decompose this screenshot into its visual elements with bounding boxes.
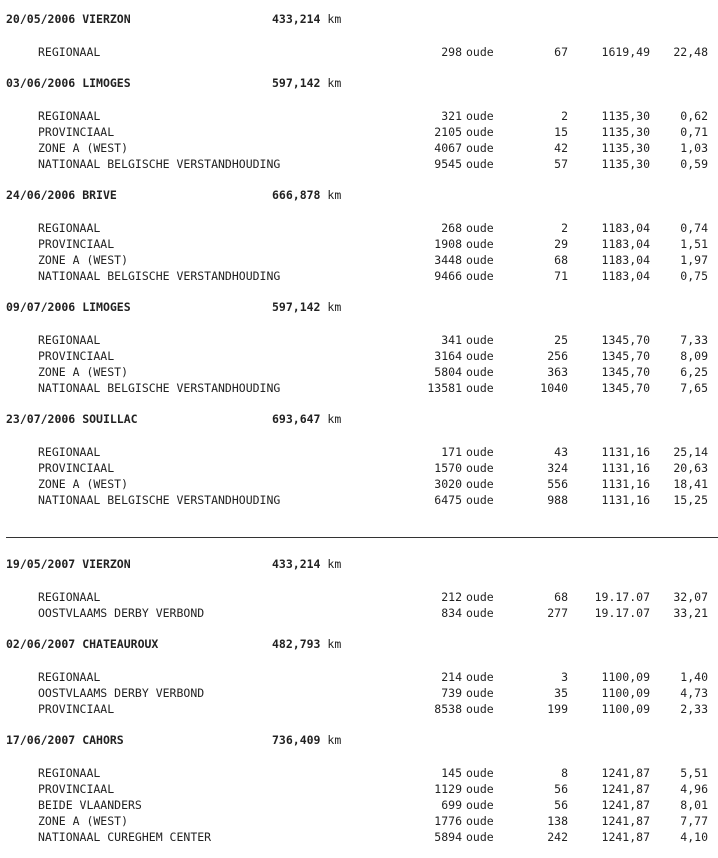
race-date: 03/06/2006 — [6, 76, 76, 90]
prize-count: 2 — [561, 221, 568, 235]
result-row — [0, 237, 718, 253]
category-name: ZONE A (WEST) — [38, 253, 129, 267]
pigeon-type: oude — [466, 445, 494, 459]
result-row — [0, 349, 718, 365]
pigeon-type: oude — [466, 125, 494, 139]
speed-value: 1619,49 — [601, 45, 650, 59]
category-name: PROVINCIAAL — [38, 125, 115, 139]
prize-count: 8 — [561, 766, 568, 780]
race-distance-group — [272, 412, 341, 426]
participant-count: 13581 — [427, 381, 462, 395]
pigeon-type: oude — [466, 686, 494, 700]
result-row — [0, 269, 718, 285]
race-distance: 433,214 — [272, 557, 321, 571]
participant-count: 3164 — [434, 349, 462, 363]
percentage-value: 4,73 — [680, 686, 708, 700]
race-distance-unit: km — [327, 12, 342, 26]
race-place: LIMOGES — [82, 76, 131, 90]
result-row — [0, 109, 718, 125]
category-name: REGIONAAL — [38, 670, 101, 684]
race-distance-unit: km — [327, 188, 342, 202]
speed-value: 19.17.07 — [594, 590, 650, 604]
race-place: SOUILLAC — [82, 412, 138, 426]
race-header — [0, 76, 718, 92]
pigeon-type: oude — [466, 606, 494, 620]
race-date: 19/05/2007 — [6, 557, 76, 571]
participant-count: 214 — [441, 670, 462, 684]
percentage-value: 33,21 — [673, 606, 708, 620]
race-place: LIMOGES — [82, 300, 131, 314]
participant-count: 2105 — [434, 125, 462, 139]
participant-count: 739 — [441, 686, 462, 700]
participant-count: 1570 — [434, 461, 462, 475]
result-row — [0, 477, 718, 493]
pigeon-type: oude — [466, 141, 494, 155]
speed-value: 1345,70 — [601, 365, 650, 379]
pigeon-type: oude — [466, 333, 494, 347]
percentage-value: 1,51 — [680, 237, 708, 251]
prize-count: 25 — [554, 333, 568, 347]
category-name: ZONE A (WEST) — [38, 365, 129, 379]
category-name: NATIONAAL BELGISCHE VERSTANDHOUDING — [38, 157, 281, 171]
category-name: REGIONAAL — [38, 45, 101, 59]
category-name: REGIONAAL — [38, 109, 101, 123]
race-distance: 736,409 — [272, 733, 321, 747]
speed-value: 1131,16 — [601, 445, 650, 459]
category-name: NATIONAAL BELGISCHE VERSTANDHOUDING — [38, 493, 281, 507]
participant-count: 1908 — [434, 237, 462, 251]
pigeon-type: oude — [466, 109, 494, 123]
percentage-value: 0,71 — [680, 125, 708, 139]
result-row — [0, 814, 718, 830]
percentage-value: 4,96 — [680, 782, 708, 796]
prize-count: 68 — [554, 590, 568, 604]
race-header — [0, 557, 718, 573]
percentage-value: 2,33 — [680, 702, 708, 716]
participant-count: 3448 — [434, 253, 462, 267]
speed-value: 1135,30 — [601, 157, 650, 171]
percentage-value: 6,25 — [680, 365, 708, 379]
percentage-value: 0,62 — [680, 109, 708, 123]
result-row — [0, 445, 718, 461]
result-row — [0, 798, 718, 814]
result-row — [0, 45, 718, 61]
participant-count: 834 — [441, 606, 462, 620]
speed-value: 19.17.07 — [594, 606, 650, 620]
race-place: BRIVE — [82, 188, 117, 202]
speed-value: 1241,87 — [601, 766, 650, 780]
category-name: ZONE A (WEST) — [38, 814, 129, 828]
pigeon-type: oude — [466, 221, 494, 235]
race-header — [0, 12, 718, 28]
race-distance-unit: km — [327, 300, 342, 314]
race-date-place — [6, 557, 131, 571]
race-header — [0, 188, 718, 204]
race-date: 20/05/2006 — [6, 12, 76, 26]
race-date: 24/06/2006 — [6, 188, 76, 202]
prize-count: 57 — [554, 157, 568, 171]
speed-value: 1135,30 — [601, 141, 650, 155]
percentage-value: 1,97 — [680, 253, 708, 267]
participant-count: 9545 — [434, 157, 462, 171]
category-name: BEIDE VLAANDERS — [38, 798, 142, 812]
category-name: PROVINCIAAL — [38, 461, 115, 475]
race-distance-group — [272, 557, 341, 571]
participant-count: 212 — [441, 590, 462, 604]
prize-count: 363 — [547, 365, 568, 379]
prize-count: 42 — [554, 141, 568, 155]
prize-count: 43 — [554, 445, 568, 459]
race-distance: 597,142 — [272, 300, 321, 314]
result-row — [0, 782, 718, 798]
category-name: NATIONAAL BELGISCHE VERSTANDHOUDING — [38, 269, 281, 283]
participant-count: 1129 — [434, 782, 462, 796]
pigeon-type: oude — [466, 798, 494, 812]
participant-count: 171 — [441, 445, 462, 459]
speed-value: 1131,16 — [601, 493, 650, 507]
pigeon-type: oude — [466, 670, 494, 684]
category-name: PROVINCIAAL — [38, 702, 115, 716]
speed-value: 1131,16 — [601, 461, 650, 475]
pigeon-type: oude — [466, 253, 494, 267]
percentage-value: 15,25 — [673, 493, 708, 507]
race-distance-unit: km — [327, 76, 342, 90]
participant-count: 5894 — [434, 830, 462, 844]
percentage-value: 8,01 — [680, 798, 708, 812]
percentage-value: 1,40 — [680, 670, 708, 684]
result-row — [0, 141, 718, 157]
category-name: REGIONAAL — [38, 766, 101, 780]
speed-value: 1241,87 — [601, 798, 650, 812]
prize-count: 256 — [547, 349, 568, 363]
prize-count: 2 — [561, 109, 568, 123]
prize-count: 556 — [547, 477, 568, 491]
result-row — [0, 333, 718, 349]
race-distance-group — [272, 733, 341, 747]
speed-value: 1135,30 — [601, 125, 650, 139]
result-row — [0, 157, 718, 173]
pigeon-type: oude — [466, 702, 494, 716]
race-place: CHATEAUROUX — [82, 637, 159, 651]
participant-count: 6475 — [434, 493, 462, 507]
speed-value: 1183,04 — [601, 221, 650, 235]
speed-value: 1183,04 — [601, 237, 650, 251]
percentage-value: 8,09 — [680, 349, 708, 363]
speed-value: 1100,09 — [601, 686, 650, 700]
pigeon-type: oude — [466, 349, 494, 363]
race-distance: 433,214 — [272, 12, 321, 26]
prize-count: 56 — [554, 782, 568, 796]
pigeon-type: oude — [466, 381, 494, 395]
speed-value: 1183,04 — [601, 253, 650, 267]
result-row — [0, 766, 718, 782]
race-distance: 693,647 — [272, 412, 321, 426]
race-date-place — [6, 300, 131, 314]
participant-count: 268 — [441, 221, 462, 235]
result-row — [0, 493, 718, 509]
race-date-place — [6, 412, 138, 426]
percentage-value: 22,48 — [673, 45, 708, 59]
pigeon-type: oude — [466, 830, 494, 844]
category-name: NATIONAAL CUREGHEM CENTER — [38, 830, 212, 844]
prize-count: 138 — [547, 814, 568, 828]
percentage-value: 32,07 — [673, 590, 708, 604]
category-name: NATIONAAL BELGISCHE VERSTANDHOUDING — [38, 381, 281, 395]
speed-value: 1100,09 — [601, 702, 650, 716]
race-distance-unit: km — [327, 637, 342, 651]
result-row — [0, 381, 718, 397]
percentage-value: 7,77 — [680, 814, 708, 828]
result-row — [0, 702, 718, 718]
percentage-value: 18,41 — [673, 477, 708, 491]
category-name: PROVINCIAAL — [38, 237, 115, 251]
speed-value: 1345,70 — [601, 349, 650, 363]
race-distance-group — [272, 12, 341, 26]
result-row — [0, 686, 718, 702]
percentage-value: 7,33 — [680, 333, 708, 347]
percentage-value: 0,74 — [680, 221, 708, 235]
category-name: PROVINCIAAL — [38, 349, 115, 363]
race-header — [0, 637, 718, 653]
pigeon-type: oude — [466, 782, 494, 796]
result-row — [0, 221, 718, 237]
participant-count: 4067 — [434, 141, 462, 155]
percentage-value: 1,03 — [680, 141, 708, 155]
category-name: ZONE A (WEST) — [38, 141, 129, 155]
speed-value: 1135,30 — [601, 109, 650, 123]
category-name: REGIONAAL — [38, 445, 101, 459]
section-divider — [6, 537, 718, 538]
category-name: REGIONAAL — [38, 333, 101, 347]
participant-count: 699 — [441, 798, 462, 812]
prize-count: 15 — [554, 125, 568, 139]
race-header — [0, 412, 718, 428]
speed-value: 1241,87 — [601, 814, 650, 828]
prize-count: 68 — [554, 253, 568, 267]
prize-count: 988 — [547, 493, 568, 507]
race-distance-unit: km — [327, 733, 342, 747]
percentage-value: 0,75 — [680, 269, 708, 283]
race-distance: 597,142 — [272, 76, 321, 90]
race-distance-unit: km — [327, 412, 342, 426]
speed-value: 1131,16 — [601, 477, 650, 491]
race-header — [0, 733, 718, 749]
race-date: 02/06/2007 — [6, 637, 76, 651]
race-date-place — [6, 12, 131, 26]
speed-value: 1345,70 — [601, 381, 650, 395]
race-date: 17/06/2007 — [6, 733, 76, 747]
race-distance-group — [272, 76, 341, 90]
speed-value: 1345,70 — [601, 333, 650, 347]
speed-value: 1241,87 — [601, 782, 650, 796]
race-distance-group — [272, 637, 341, 651]
pigeon-type: oude — [466, 814, 494, 828]
category-name: REGIONAAL — [38, 221, 101, 235]
pigeon-type: oude — [466, 269, 494, 283]
prize-count: 242 — [547, 830, 568, 844]
participant-count: 341 — [441, 333, 462, 347]
result-row — [0, 125, 718, 141]
race-date: 09/07/2006 — [6, 300, 76, 314]
participant-count: 5804 — [434, 365, 462, 379]
race-header — [0, 300, 718, 316]
pigeon-type: oude — [466, 461, 494, 475]
category-name: ZONE A (WEST) — [38, 477, 129, 491]
race-distance-group — [272, 300, 341, 314]
prize-count: 71 — [554, 269, 568, 283]
speed-value: 1241,87 — [601, 830, 650, 844]
category-name: OOSTVLAAMS DERBY VERBOND — [38, 686, 205, 700]
participant-count: 3020 — [434, 477, 462, 491]
prize-count: 199 — [547, 702, 568, 716]
participant-count: 1776 — [434, 814, 462, 828]
result-row — [0, 670, 718, 686]
race-date-place — [6, 733, 124, 747]
category-name: PROVINCIAAL — [38, 782, 115, 796]
percentage-value: 25,14 — [673, 445, 708, 459]
race-distance: 482,793 — [272, 637, 321, 651]
pigeon-type: oude — [466, 365, 494, 379]
race-distance-group — [272, 188, 341, 202]
participant-count: 298 — [441, 45, 462, 59]
race-date-place — [6, 188, 117, 202]
participant-count: 321 — [441, 109, 462, 123]
percentage-value: 5,51 — [680, 766, 708, 780]
percentage-value: 20,63 — [673, 461, 708, 475]
race-distance: 666,878 — [272, 188, 321, 202]
race-distance-unit: km — [327, 557, 342, 571]
pigeon-type: oude — [466, 157, 494, 171]
race-date-place — [6, 637, 158, 651]
race-place: VIERZON — [82, 12, 131, 26]
result-row — [0, 590, 718, 606]
result-row — [0, 830, 718, 846]
prize-count: 324 — [547, 461, 568, 475]
result-row — [0, 461, 718, 477]
pigeon-type: oude — [466, 493, 494, 507]
prize-count: 35 — [554, 686, 568, 700]
prize-count: 1040 — [540, 381, 568, 395]
speed-value: 1183,04 — [601, 269, 650, 283]
result-row — [0, 606, 718, 622]
prize-count: 29 — [554, 237, 568, 251]
percentage-value: 0,59 — [680, 157, 708, 171]
result-row — [0, 365, 718, 381]
participant-count: 145 — [441, 766, 462, 780]
pigeon-type: oude — [466, 590, 494, 604]
pigeon-type: oude — [466, 45, 494, 59]
percentage-value: 7,65 — [680, 381, 708, 395]
pigeon-type: oude — [466, 477, 494, 491]
category-name: OOSTVLAAMS DERBY VERBOND — [38, 606, 205, 620]
race-date-place — [6, 76, 131, 90]
prize-count: 67 — [554, 45, 568, 59]
result-row — [0, 253, 718, 269]
participant-count: 9466 — [434, 269, 462, 283]
prize-count: 277 — [547, 606, 568, 620]
race-place: CAHORS — [82, 733, 124, 747]
race-place: VIERZON — [82, 557, 131, 571]
pigeon-type: oude — [466, 237, 494, 251]
prize-count: 3 — [561, 670, 568, 684]
prize-count: 56 — [554, 798, 568, 812]
category-name: REGIONAAL — [38, 590, 101, 604]
percentage-value: 4,10 — [680, 830, 708, 844]
race-date: 23/07/2006 — [6, 412, 76, 426]
speed-value: 1100,09 — [601, 670, 650, 684]
participant-count: 8538 — [434, 702, 462, 716]
pigeon-type: oude — [466, 766, 494, 780]
